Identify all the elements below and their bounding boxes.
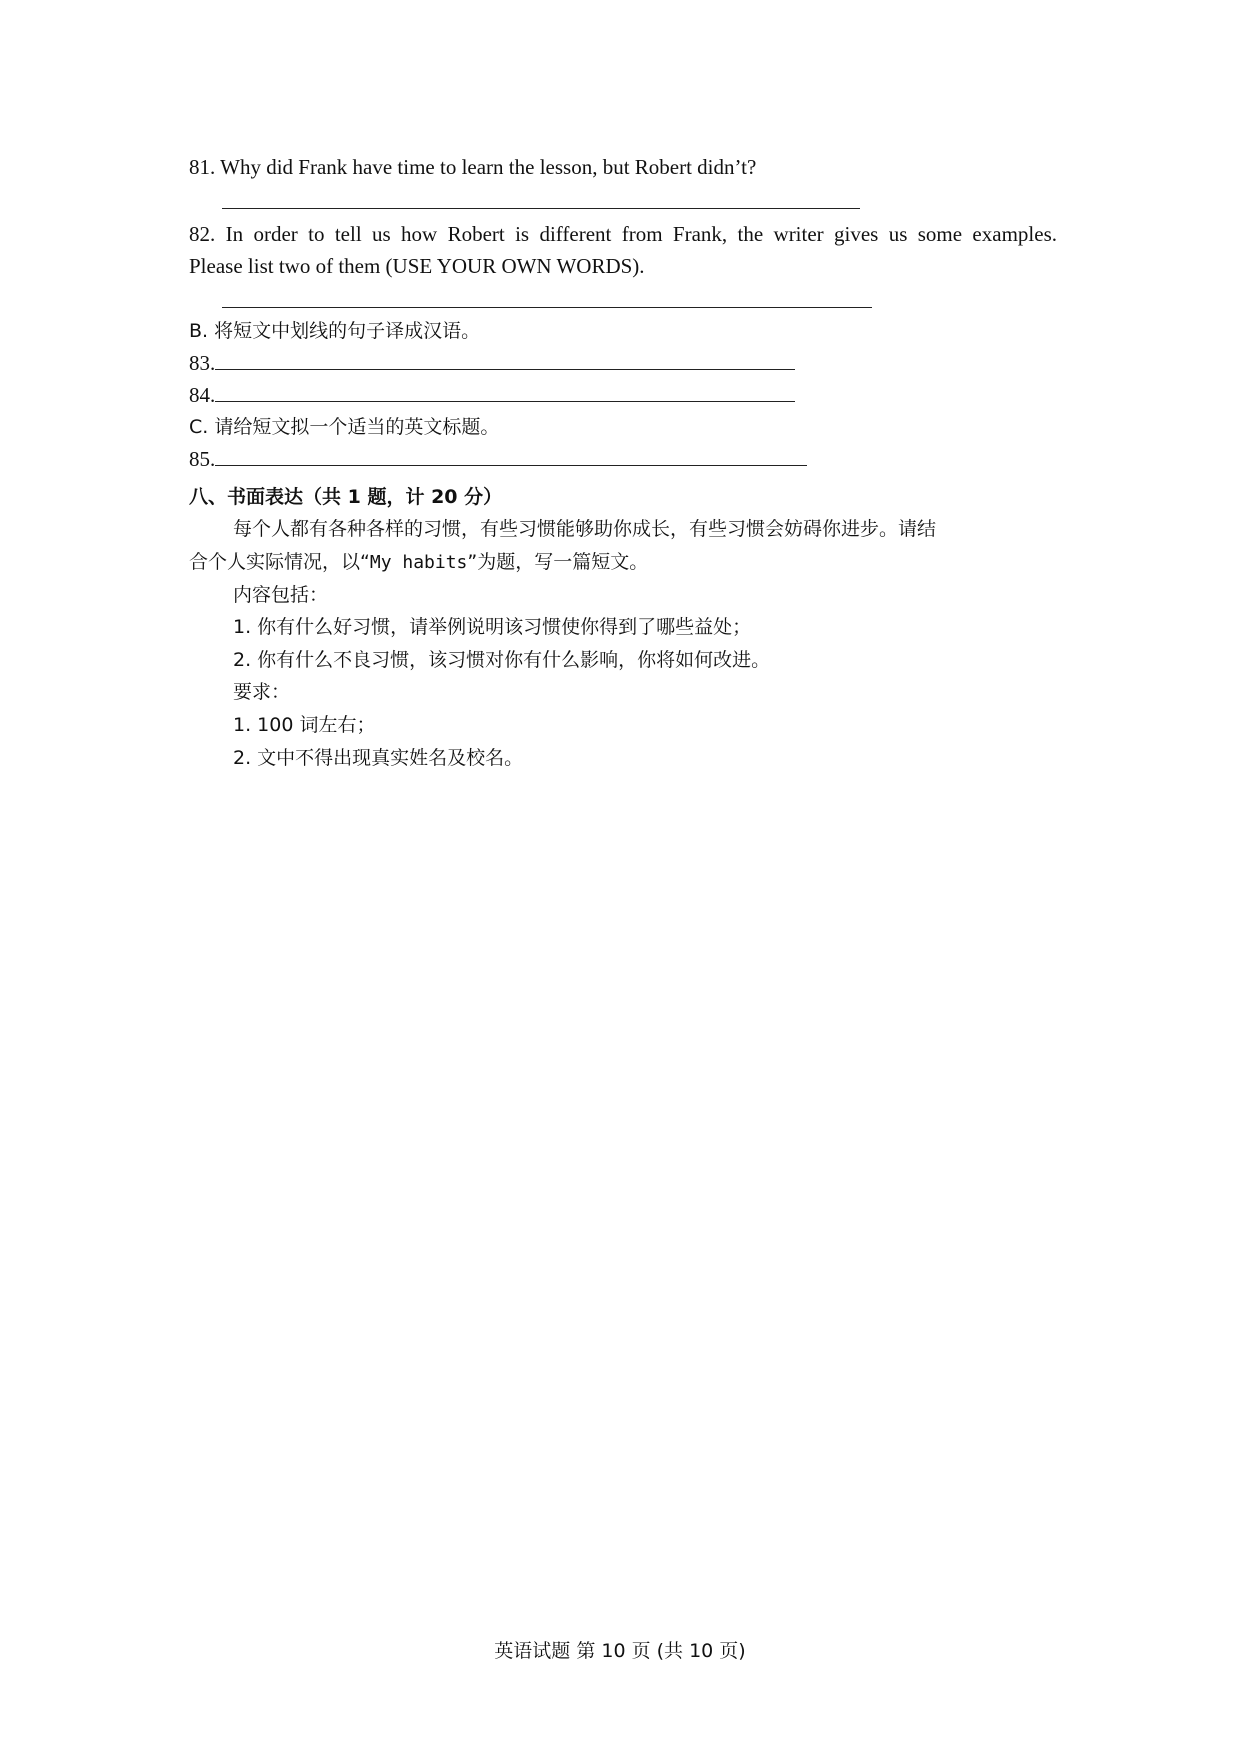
question-81: 81. Why did Frank have time to learn the lesson, but Robert didn’t? bbox=[189, 155, 757, 179]
content-item-1: 1. 你有什么好习惯，请举例说明该习惯使你得到了哪些益处； bbox=[233, 616, 752, 638]
answer-line-84[interactable] bbox=[215, 383, 795, 402]
question-84 bbox=[189, 380, 795, 410]
content-item-2: 2. 你有什么不良习惯，该习惯对你有什么影响，你将如何改进。 bbox=[233, 649, 771, 671]
part-b-instruction: B. 将短文中划线的句子译成汉语。 bbox=[189, 320, 481, 342]
requirement-item-1: 1. 100 词左右； bbox=[233, 714, 376, 736]
requirement-item-2: 2. 文中不得出现真实姓名及校名。 bbox=[233, 747, 524, 769]
question-85-number: 85. bbox=[189, 447, 216, 471]
answer-line-85[interactable] bbox=[215, 447, 807, 466]
writing-prompt-line2-end: ”为题，写一篇短文。 bbox=[467, 551, 649, 573]
writing-prompt-line2 bbox=[189, 547, 648, 578]
page-footer: 英语试题 第 10 页 (共 10 页) bbox=[494, 1640, 746, 1662]
writing-prompt-line1: 每个人都有各种各样的习惯，有些习惯能够助你成长，有些习惯会妨碍你进步。请结 bbox=[233, 518, 937, 540]
requirements-label: 要求： bbox=[233, 681, 291, 703]
section-8-heading: 八、书面表达（共 1 题，计 20 分） bbox=[189, 486, 503, 508]
question-83-number: 83. bbox=[189, 351, 216, 375]
question-82-line1: 82. In order to tell us how Robert is different from Frank, the writer gives us some examples. bbox=[189, 222, 1057, 246]
answer-line-82[interactable] bbox=[222, 307, 872, 308]
writing-title: My habits bbox=[369, 552, 468, 573]
part-c-instruction: C. 请给短文拟一个适当的英文标题。 bbox=[189, 416, 500, 438]
answer-line-81[interactable] bbox=[222, 208, 860, 209]
question-84-number: 84. bbox=[189, 383, 216, 407]
question-83 bbox=[189, 348, 795, 378]
question-85 bbox=[189, 444, 807, 474]
question-82-line2: Please list two of them (USE YOUR OWN WORDS). bbox=[189, 254, 645, 278]
answer-line-83[interactable] bbox=[215, 351, 795, 370]
writing-prompt-line2-start: 合个人实际情况，以“ bbox=[189, 551, 370, 573]
content-label: 内容包括： bbox=[233, 584, 329, 606]
